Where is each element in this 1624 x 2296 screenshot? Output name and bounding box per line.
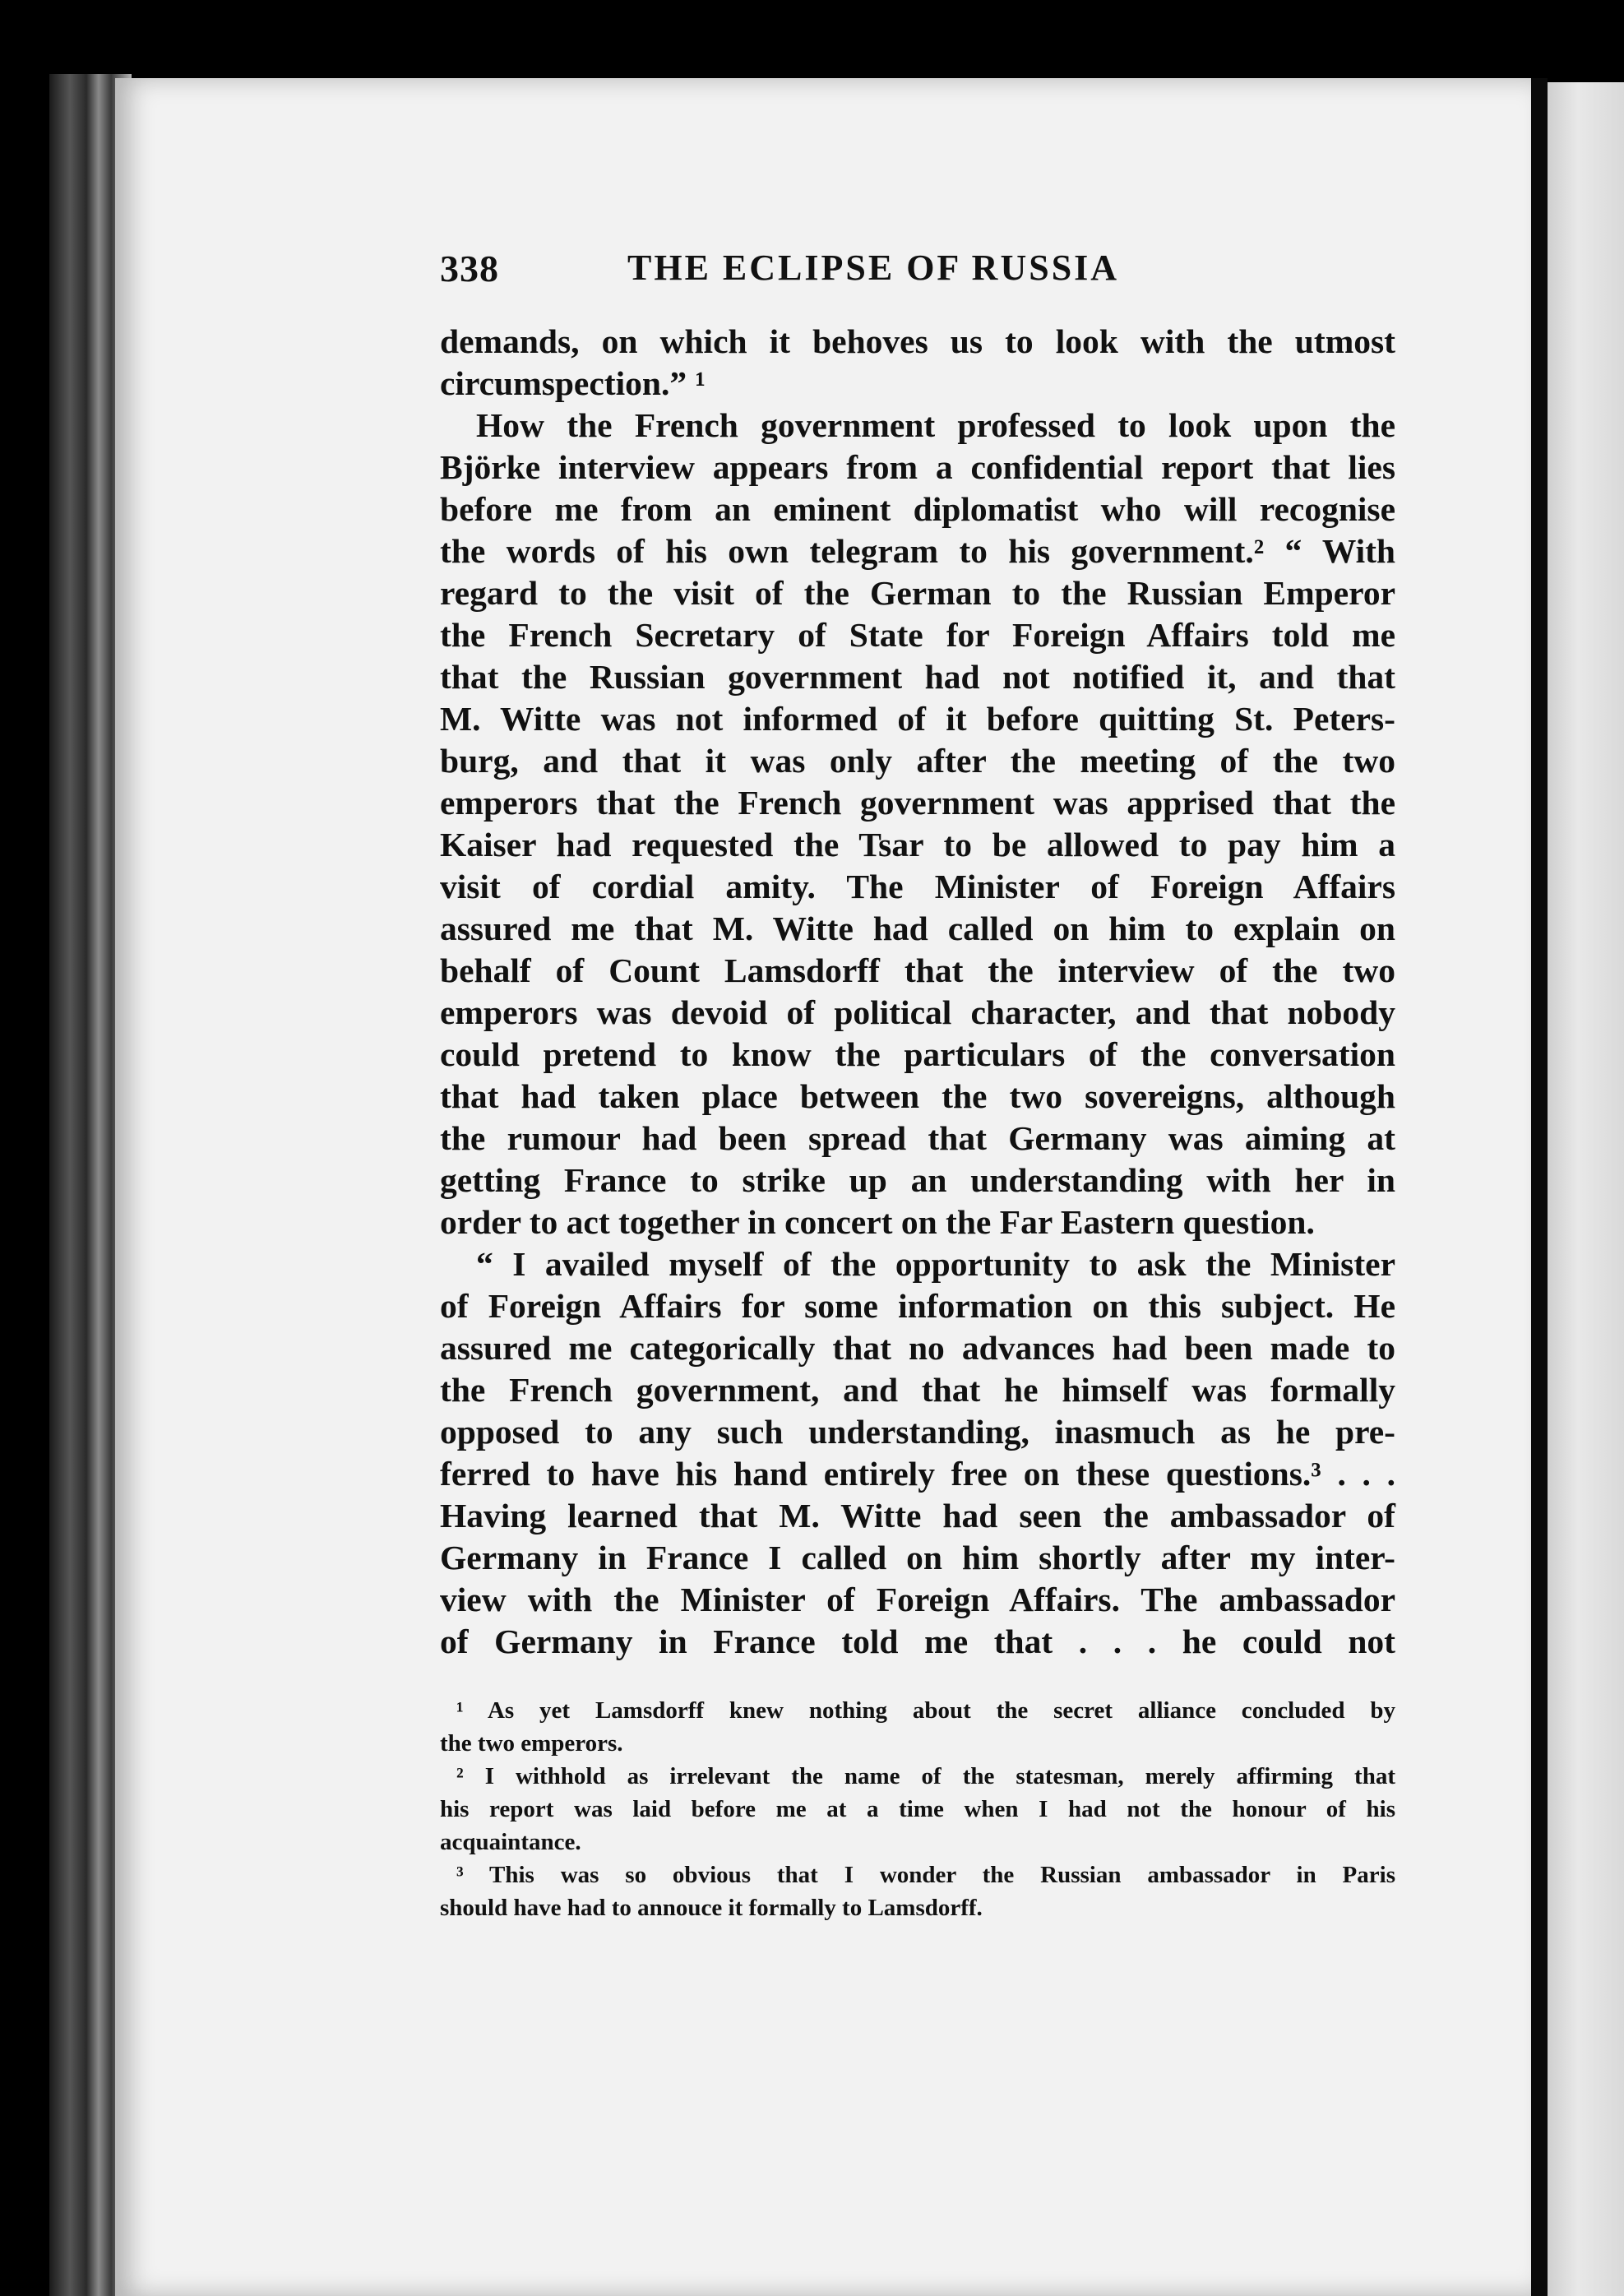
text-line: ferred to have his hand entirely free on these questions.³ . . . (440, 1455, 1395, 1493)
paragraph (440, 1243, 1395, 1663)
text-line: of Foreign Affairs for some information on this subject. He (440, 1287, 1395, 1325)
text-line: assured me that M. Witte had called on him to explain on (440, 910, 1395, 947)
text-line: regard to the visit of the German to the Russian Emperor (440, 574, 1395, 612)
text-line: behalf of Count Lamsdorff that the interview of the two (440, 951, 1395, 989)
text-line: assured me categorically that no advances had been made to (440, 1329, 1395, 1367)
footnote-line: ¹ As yet Lamsdorff knew nothing about the secret alliance concluded by (456, 1697, 1395, 1724)
running-header (440, 247, 1395, 304)
page-content (440, 247, 1395, 1924)
text-line: Björke interview appears from a confidential report that lies (440, 448, 1395, 486)
page-number: 338 (440, 248, 499, 289)
text-line: Having learned that M. Witte had seen the ambassador of (440, 1497, 1395, 1535)
text-line: burg, and that it was only after the meeting of the two (440, 742, 1395, 780)
running-title: THE ECLIPSE OF RUSSIA (627, 248, 1120, 288)
text-line: that the Russian government had not notified it, and that (440, 658, 1395, 696)
footnote-line: ³ This was so obvious that I wonder the Russian ambassador in Paris (456, 1862, 1395, 1888)
footnote-line: should have had to annouce it formally to Lamsdorff. (440, 1895, 983, 1921)
footnote (440, 1859, 1395, 1924)
text-line: could pretend to know the particulars of the conversation (440, 1035, 1395, 1073)
text-line: emperors was devoid of political character, and that nobody (440, 993, 1395, 1031)
text-line: emperors that the French government was apprised that the (440, 784, 1395, 822)
footnote (440, 1760, 1395, 1859)
gutter-shadow (1531, 78, 1548, 2296)
footnote-line: acquaintance. (440, 1829, 581, 1855)
text-line: the French Secretary of State for Foreign Affairs told me (440, 616, 1395, 654)
text-line: getting France to strike up an understanding with her in (440, 1161, 1395, 1199)
footnote-line: the two emperors. (440, 1730, 623, 1757)
text-line: the French government, and that he himself was formally (440, 1371, 1395, 1409)
body-text (440, 321, 1395, 1663)
paragraph (440, 405, 1395, 1243)
text-line: Germany in France I called on him shortly after my inter- (440, 1539, 1395, 1576)
text-line: opposed to any such understanding, inasmuch as he pre- (440, 1413, 1395, 1451)
text-line: of Germany in France told me that . . . he could not (440, 1622, 1395, 1660)
text-line: before me from an eminent diplomatist who will recognise (440, 490, 1395, 528)
facing-page-edge (1548, 82, 1624, 2296)
text-line: the words of his own telegram to his government.² “ With (440, 532, 1395, 570)
text-line: that had taken place between the two sovereigns, although (440, 1077, 1395, 1115)
text-line: circumspection.” ¹ (440, 364, 706, 402)
text-line: “ I availed myself of the opportunity to ask the Minister (476, 1245, 1395, 1283)
footnote-line: ² I withhold as irrelevant the name of the statesman, merely affirming that (456, 1763, 1395, 1789)
text-line: view with the Minister of Foreign Affairs. The ambassador (440, 1581, 1395, 1618)
footnote (440, 1694, 1395, 1760)
text-line: Kaiser had requested the Tsar to be allowed to pay him a (440, 826, 1395, 863)
text-line: demands, on which it behoves us to look with the utmost (440, 322, 1395, 360)
text-line: M. Witte was not informed of it before quitting St. Peters- (440, 700, 1395, 738)
text-line: How the French government professed to look upon the (476, 406, 1395, 444)
footnote-line: his report was laid before me at a time when I had not the honour of his (440, 1796, 1395, 1822)
text-line: the rumour had been spread that Germany was aiming at (440, 1119, 1395, 1157)
footnotes (440, 1694, 1395, 1924)
text-line: visit of cordial amity. The Minister of Foreign Affairs (440, 868, 1395, 905)
text-line: order to act together in concert on the Far Eastern question. (440, 1203, 1315, 1241)
paragraph (440, 321, 1395, 405)
